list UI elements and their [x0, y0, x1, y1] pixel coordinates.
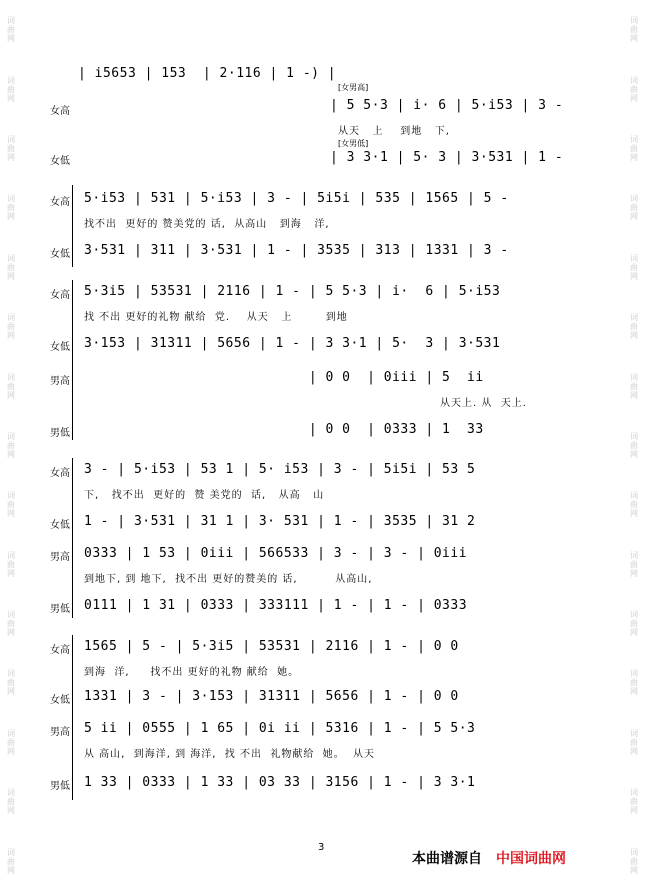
part-label: 男低	[50, 428, 70, 439]
part-label: 女低	[50, 520, 70, 531]
source-credit-site[interactable]: 中国词曲网	[496, 851, 566, 867]
score-system-1	[0, 60, 645, 180]
part-label: 男高	[50, 376, 70, 387]
lyrics-row: 下, 找不出 更好的 赞 美党的 话, 从高 山	[84, 490, 325, 501]
lyrics-row: 从 高山, 到海洋, 到 海洋, 找 不出 礼物献给 她。 从天	[84, 749, 376, 760]
part-label: 女高	[50, 645, 70, 656]
page-number: 3	[318, 842, 325, 853]
voice-tag: [女男高]	[338, 83, 369, 92]
part-label: 男低	[50, 781, 70, 792]
score-system-2	[0, 185, 645, 270]
source-credit-prefix: 本曲谱源自	[412, 851, 482, 867]
part-label: 女高	[50, 290, 70, 301]
staff-row-intro: | i5653 | 153 | 2·116 | 1 -) |	[78, 66, 337, 81]
staff-row-alto: 3·531 | 311 | 3·531 | 1 - | 3535 | 313 | 1331 | 3 -	[84, 243, 509, 258]
score-system-3	[0, 280, 645, 445]
staff-row-soprano: 1565 | 5 - | 5·3i5 | 53531 | 2116 | 1 - | 0 0	[84, 639, 459, 654]
part-label: 男低	[50, 604, 70, 615]
lyrics-row: 从天上. 从 天上.	[440, 398, 527, 409]
watermark-left: 词曲网 词曲网 词曲网 词曲网 词曲网 词曲网 词曲网 词曲网 词曲网 词曲网 词曲网 词曲网 词曲网 词曲网 词曲网	[6, 16, 16, 875]
staff-row-alto: 1 - | 3·531 | 31 1 | 3· 531 | 1 - | 3535 | 31 2	[84, 514, 476, 529]
part-label: 女低	[50, 695, 70, 706]
staff-row-soprano: 3 - | 5·i53 | 53 1 | 5· i53 | 3 - | 5i5i | 53 5	[84, 462, 476, 477]
part-label: 男高	[50, 552, 70, 563]
staff-row-alto: 3·153 | 31311 | 5656 | 1 - | 3 3·1 | 5· 3 | 3·531	[84, 336, 501, 351]
staff-row-alto: | 3 3·1 | 5· 3 | 3·531 | 1 -	[330, 150, 572, 165]
part-label: 女低	[50, 342, 70, 353]
staff-row-tenor: | 0 0 | 0iii | 5 ii	[84, 370, 484, 385]
source-credit	[412, 848, 566, 868]
staff-row-soprano: 5·3i5 | 53531 | 2116 | 1 - | 5 5·3 | i· 6 | 5·i53	[84, 284, 501, 299]
lyrics-row: 到地下, 到 地下, 找不出 更好的赞美的 话, 从高山,	[84, 574, 373, 585]
staff-row-tenor: 0333 | 1 53 | 0iii | 566533 | 3 - | 3 - | 0iii	[84, 546, 468, 561]
part-label: 女低	[50, 156, 70, 167]
part-label: 男高	[50, 727, 70, 738]
staff-row-soprano: 5·i53 | 531 | 5·i53 | 3 - | 5i5i | 535 | 1565 | 5 -	[84, 191, 509, 206]
score-system-4	[0, 458, 645, 623]
lyrics-row: 从天 上 到地 下,	[338, 126, 450, 137]
staff-row-soprano: | 5 5·3 | i· 6 | 5·i53 | 3 -	[330, 98, 572, 113]
staff-row-bass: | 0 0 | 0333 | 1 33	[84, 422, 484, 437]
watermark-right: 词曲网 词曲网 词曲网 词曲网 词曲网 词曲网 词曲网 词曲网 词曲网 词曲网 词曲网 词曲网 词曲网 词曲网 词曲网	[629, 16, 639, 875]
part-label: 女低	[50, 249, 70, 260]
voice-tag: [女男低]	[338, 139, 369, 148]
lyrics-row: 到海 洋, 找不出 更好的礼物 献给 她。	[84, 667, 300, 678]
part-label: 女高	[50, 468, 70, 479]
score-system-5	[0, 635, 645, 805]
lyrics-row: 找 不出 更好的礼物 献给 党. 从天 上 到地	[84, 312, 348, 323]
lyrics-row: 找不出 更好的 赞美党的 话, 从高山 到海 洋,	[84, 219, 330, 230]
staff-row-bass: 0111 | 1 31 | 0333 | 333111 | 1 - | 1 - | 0333	[84, 598, 468, 613]
staff-row-bass: 1 33 | 0333 | 1 33 | 03 33 | 3156 | 1 - | 3 3·1	[84, 775, 476, 790]
staff-row-tenor: 5 ii | 0555 | 1 65 | 0i ii | 5316 | 1 - | 5 5·3	[84, 721, 476, 736]
staff-row-alto: 1331 | 3 - | 3·153 | 31311 | 5656 | 1 - | 0 0	[84, 689, 459, 704]
part-label: 女高	[50, 197, 70, 208]
part-label: 女高	[50, 106, 70, 117]
